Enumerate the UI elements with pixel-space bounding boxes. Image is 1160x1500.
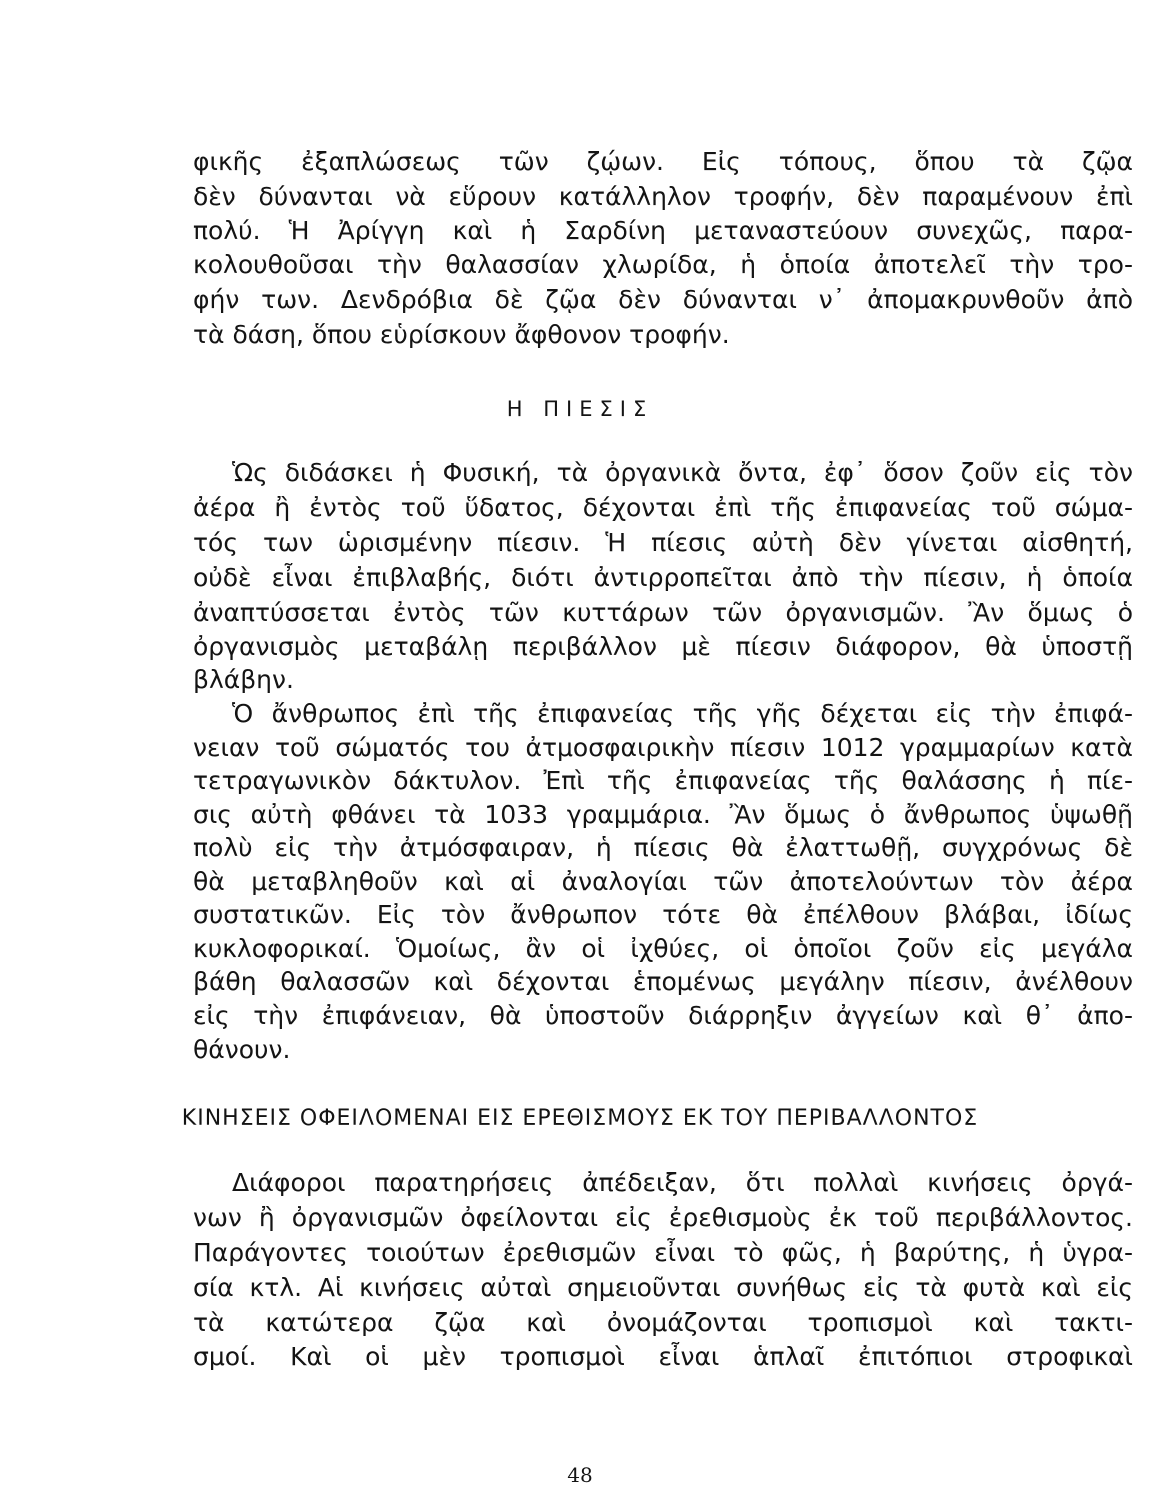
text-line: σις αὐτὴ φθάνει τὰ 1033 γραμμάρια. Ἂν ὅμως ὁ ἄνθρωπος ὑψωθῇ [193,800,1133,829]
text-line: Ὡς διδάσκει ἡ Φυσική, τὰ ὀργανικὰ ὄντα, ἐφ᾽ ὅσον ζοῦν εἰς τὸν [232,458,1133,487]
text-line: νειαν τοῦ σώματός του ἀτμοσφαιρικὴν πίεσιν 1012 γραμμαρίων κατὰ [193,733,1133,762]
text-line: θὰ μεταβληθοῦν καὶ αἱ ἀναλογίαι τῶν ἀποτελούντων τὸν ἀέρα [193,867,1133,896]
text-line: σία κτλ. Αἱ κινήσεις αὐταὶ σημειοῦνται συνήθως εἰς τὰ φυτὰ καὶ εἰς [193,1273,1133,1302]
text-line: βλάβην. [193,665,294,694]
text-line: τὰ κατώτερα ζῷα καὶ ὀνομάζονται τροπισμοὶ καὶ τακτι- [193,1308,1133,1337]
text-line: θάνουν. [193,1035,291,1064]
text-line: τὰ δάση, ὅπου εὑρίσκουν ἄφθονον τροφήν. [193,320,730,349]
text-line: κυκλοφορικαί. Ὁμοίως, ἂν οἱ ἰχθύες, οἱ ὁποῖοι ζοῦν εἰς μεγάλα [193,934,1133,963]
text-line: Διάφοροι παρατηρήσεις ἀπέδειξαν, ὅτι πολλαὶ κινήσεις ὀργά- [232,1168,1133,1197]
text-line: βάθη θαλασσῶν καὶ δέχονται ἑπομένως μεγάλην πίεσιν, ἀνέλθουν [193,967,1133,996]
text-line: δὲν δύνανται νὰ εὕρουν κατάλληλον τροφήν, δὲν παραμένουν ἐπὶ [193,182,1133,211]
text-line: τετραγωνικὸν δάκτυλον. Ἐπὶ τῆς ἐπιφανείας τῆς θαλάσσης ἡ πίε- [193,766,1133,795]
section-heading: Η ΠΙΕΣΙΣ [506,397,654,421]
page-number: 48 [567,1463,593,1487]
text-line: φήν των. Δενδρόβια δὲ ζῷα δὲν δύνανται ν᾽ ἀπομακρυνθοῦν ἀπὸ [193,285,1133,314]
text-line: οὐδὲ εἶναι ἐπιβλαβής, διότι ἀντιρροπεῖται ἀπὸ τὴν πίεσιν, ἡ ὁποία [193,563,1133,592]
section-heading: ΚΙΝΗΣΕΙΣ ΟΦΕΙΛΟΜΕΝΑΙ ΕΙΣ ΕΡΕΘΙΣΜΟΥΣ ΕΚ ΤΟΥ ΠΕΡΙΒΑΛΛΟΝΤΟΣ [181,1106,979,1131]
text-line: σμοί. Καὶ οἱ μὲν τροπισμοὶ εἶναι ἁπλαῖ ἐπιτόπιοι στροφικαὶ [193,1342,1133,1371]
text-line: πολὺ εἰς τὴν ἀτμόσφαιραν, ἡ πίεσις θὰ ἐλαττωθῇ, συγχρόνως δὲ [193,833,1133,862]
text-line: τός των ὡρισμένην πίεσιν. Ἡ πίεσις αὐτὴ δὲν γίνεται αἰσθητή, [193,528,1133,557]
text-line: συστατικῶν. Εἰς τὸν ἄνθρωπον τότε θὰ ἐπέλθουν βλάβαι, ἰδίως [193,900,1133,929]
text-line: πολύ. Ἡ Ἀρίγγη καὶ ἡ Σαρδίνη μεταναστεύουν συνεχῶς, παρα- [193,216,1133,245]
text-line: ἀέρα ἢ ἐντὸς τοῦ ὕδατος, δέχονται ἐπὶ τῆς ἐπιφανείας τοῦ σώμα- [193,493,1133,522]
text-line: Ὁ ἄνθρωπος ἐπὶ τῆς ἐπιφανείας τῆς γῆς δέχεται εἰς τὴν ἐπιφά- [232,699,1133,728]
text-line: κολουθοῦσαι τὴν θαλασσίαν χλωρίδα, ἡ ὁποία ἀποτελεῖ τὴν τρο- [193,250,1133,279]
text-line: νων ἢ ὀργανισμῶν ὀφείλονται εἰς ἐρεθισμοὺς ἐκ τοῦ περιβάλλοντος. [193,1203,1133,1232]
text-line: εἰς τὴν ἐπιφάνειαν, θὰ ὑποστοῦν διάρρηξιν ἀγγείων καὶ θ᾽ ἀπο- [193,1001,1133,1030]
text-line: φικῆς ἐξαπλώσεως τῶν ζῴων. Εἰς τόπους, ὅπου τὰ ζῷα [193,147,1133,176]
text-line: ἀναπτύσσεται ἐντὸς τῶν κυττάρων τῶν ὀργανισμῶν. Ἂν ὅμως ὁ [193,598,1133,627]
text-line: Παράγοντες τοιούτων ἐρεθισμῶν εἶναι τὸ φῶς, ἡ βαρύτης, ἡ ὑγρα- [193,1238,1133,1267]
text-line: ὀργανισμὸς μεταβάλῃ περιβάλλον μὲ πίεσιν διάφορον, θὰ ὑποστῇ [193,632,1133,661]
